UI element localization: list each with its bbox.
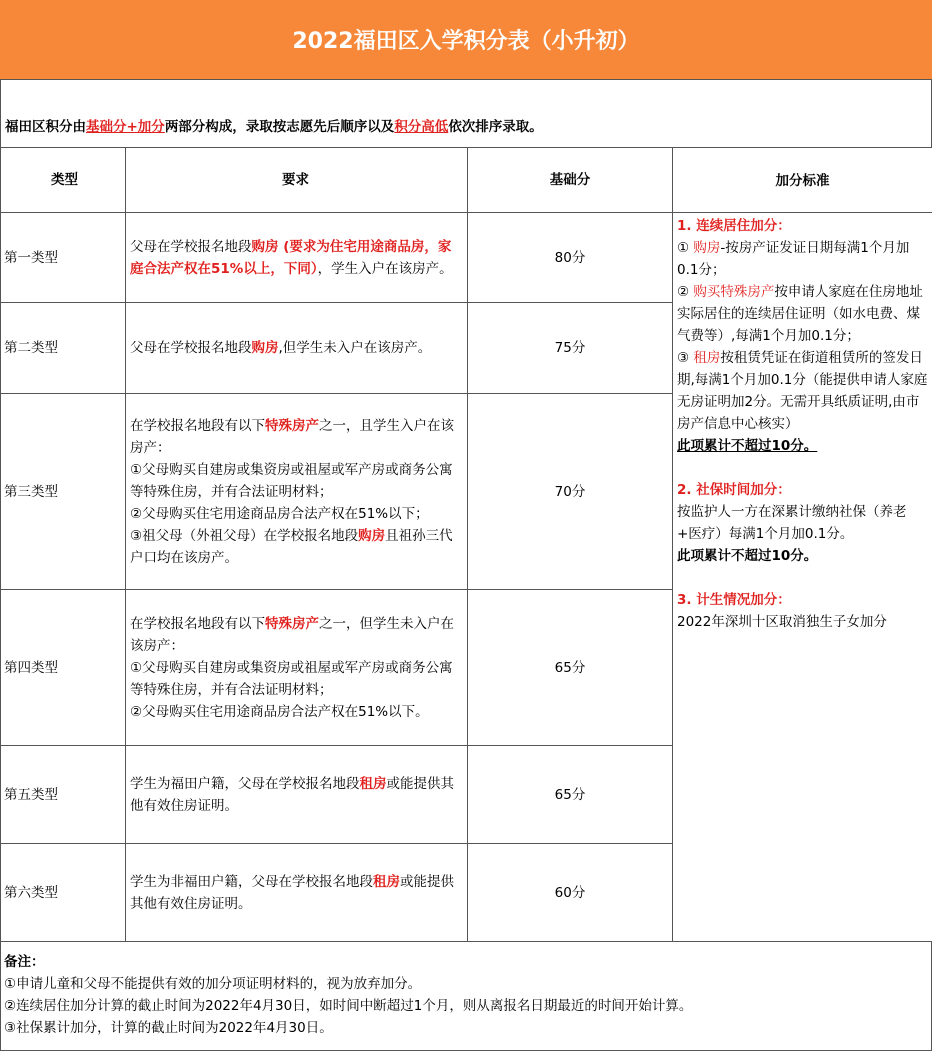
row-requirement: [126, 394, 468, 590]
req-text: 父母在学校报名地段: [130, 340, 252, 356]
bonus-section-2-text: 按监护人一方在深累计缴纳社保（养老+医疗）每满1个月加0.1分。: [677, 504, 907, 542]
req-text: 学生为福田户籍，父母在学校报名地段: [130, 775, 360, 792]
notes-title: 备注：: [4, 954, 45, 970]
req-intro: [130, 613, 461, 657]
bonus-item-marker: ①: [677, 240, 694, 256]
header-requirement: 要求: [126, 148, 468, 213]
row-requirement: [126, 844, 468, 942]
row-type: 第一类型: [1, 213, 126, 303]
notes-section: [0, 941, 932, 1051]
row-type: 第四类型: [1, 590, 126, 746]
score-table: [0, 147, 932, 942]
bonus-item-text: 按租赁凭证在街道租赁所的签发日期,每满1个月加0.1分（能提供申请人家庭无房证明加2分。无需开具纸质证明,由市房产信息中心核实）: [677, 350, 928, 432]
bonus-section-3-text: 2022年深圳十区取消独生子女加分: [677, 614, 887, 630]
row-requirement: [126, 590, 468, 746]
req-highlight: 租房: [359, 775, 387, 792]
note-item: ②连续居住加分计算的截止时间为2022年4月30日，如时间中断超过1个月，则从离报名日期最近的时间开始计算。: [4, 998, 693, 1014]
req-text: 且祖孙三代户口均在该房产。: [130, 527, 453, 566]
row-requirement: [126, 303, 468, 394]
bonus-item-marker: ②: [677, 284, 694, 300]
header-type: 类型: [1, 148, 126, 213]
table-header-row: [1, 148, 932, 213]
row-type: 第五类型: [1, 746, 126, 844]
req-text: ，学生入户在该房产。: [317, 260, 453, 277]
bonus-cap-1: 此项累计不超过10分。: [677, 438, 818, 454]
bonus-item-highlight: 购买特殊房产: [693, 284, 775, 300]
req-text: 之一，且学生入户在该房产：: [130, 417, 454, 456]
title-banner: [0, 0, 932, 80]
bonus-cap-2: 此项累计不超过10分。: [677, 548, 818, 564]
req-highlight: 特殊房产: [265, 417, 319, 434]
row-requirement: [126, 746, 468, 844]
header-bonus-standard: 加分标准: [673, 148, 932, 213]
req-list-item: ②父母购买住宅用途商品房合法产权在51%以下；: [130, 505, 429, 522]
row-base-score: 70分: [468, 394, 673, 590]
req-text: 或能提供其他有效住房证明。: [130, 873, 454, 912]
req-list-item: ②父母购买住宅用途商品房合法产权在51%以下。: [130, 703, 429, 720]
req-highlight: 购房: [358, 527, 386, 544]
row-type: 第二类型: [1, 303, 126, 394]
table-row: [1, 213, 932, 303]
req-text: ,但学生未入户在该房产。: [278, 340, 432, 356]
header-base-score: 基础分: [468, 148, 673, 213]
bonus-item-marker: ③: [677, 350, 694, 366]
row-type: 第三类型: [1, 394, 126, 590]
bonus-standard-cell: [673, 213, 932, 942]
bonus-item: [677, 347, 928, 435]
row-type: 第六类型: [1, 844, 126, 942]
bonus-item-highlight: 租房: [693, 350, 721, 366]
intro-highlight-base-bonus: 基础分+加分: [86, 119, 165, 135]
bonus-item-highlight: 购房: [693, 240, 721, 256]
page-title: 2022福田区入学积分表（小升初）: [292, 29, 640, 54]
req-text: 在学校报名地段有以下: [130, 417, 265, 434]
bonus-section-2-title: 2. 社保时间加分：: [677, 482, 791, 498]
row-requirement: [126, 213, 468, 303]
bonus-section-1-title: 1. 连续居住加分：: [677, 218, 791, 234]
req-highlight: 购房: [251, 340, 279, 356]
intro-text: [0, 80, 932, 147]
intro-part-3: 依次排序录取。: [448, 119, 543, 135]
row-base-score: 65分: [468, 590, 673, 746]
req-intro: [130, 415, 461, 459]
row-base-score: 65分: [468, 746, 673, 844]
req-highlight: 特殊房产: [265, 615, 319, 632]
bonus-item: [677, 281, 928, 347]
req-text: 之一，但学生未入户在该房产：: [130, 615, 454, 654]
req-list-item: ①父母购买自建房或集资房或祖屋或军产房或商务公寓等特殊住房，并有合法证明材料；: [130, 461, 453, 500]
row-base-score: 60分: [468, 844, 673, 942]
bonus-item-text: 按申请人家庭在住房地址实际居住的连续居住证明（如水电费、煤气费等）,每满1个月加0.1分；: [677, 284, 923, 344]
bonus-item: [677, 237, 928, 281]
req-highlight: 租房: [373, 873, 400, 890]
intro-part-1: 福田区积分由: [5, 119, 86, 135]
req-highlight: 购房 (要求为住宅用途商品房，家庭合法产权在51%以上，下同）: [130, 238, 452, 277]
req-text: 或能提供其他有效住房证明。: [130, 775, 454, 814]
bonus-section-3-title: 3. 计生情况加分：: [677, 592, 791, 608]
req-list-item: [130, 525, 461, 569]
req-list-item: ①父母购买自建房或集资房或祖屋或军产房或商务公寓等特殊住房，并有合法证明材料；: [130, 659, 453, 698]
note-item: ①申请儿童和父母不能提供有效的加分项证明材料的，视为放弃加分。: [4, 976, 422, 992]
note-item: ③社保累计加分，计算的截止时间为2022年4月30日。: [4, 1020, 333, 1036]
req-text: 学生为非福田户籍，父母在学校报名地段: [130, 873, 373, 890]
req-text: 在学校报名地段有以下: [130, 615, 265, 632]
intro-part-2: 两部分构成，录取按志愿先后顺序以及: [164, 119, 395, 135]
row-base-score: 75分: [468, 303, 673, 394]
req-text: 父母在学校报名地段: [130, 238, 252, 255]
intro-highlight-score-rank: 积分高低: [394, 119, 449, 135]
req-text: ③祖父母（外祖父母）在学校报名地段: [130, 527, 359, 544]
bonus-item-text: -按房产证发证日期每满1个月加0.1分；: [677, 240, 910, 278]
row-base-score: 80分: [468, 213, 673, 303]
